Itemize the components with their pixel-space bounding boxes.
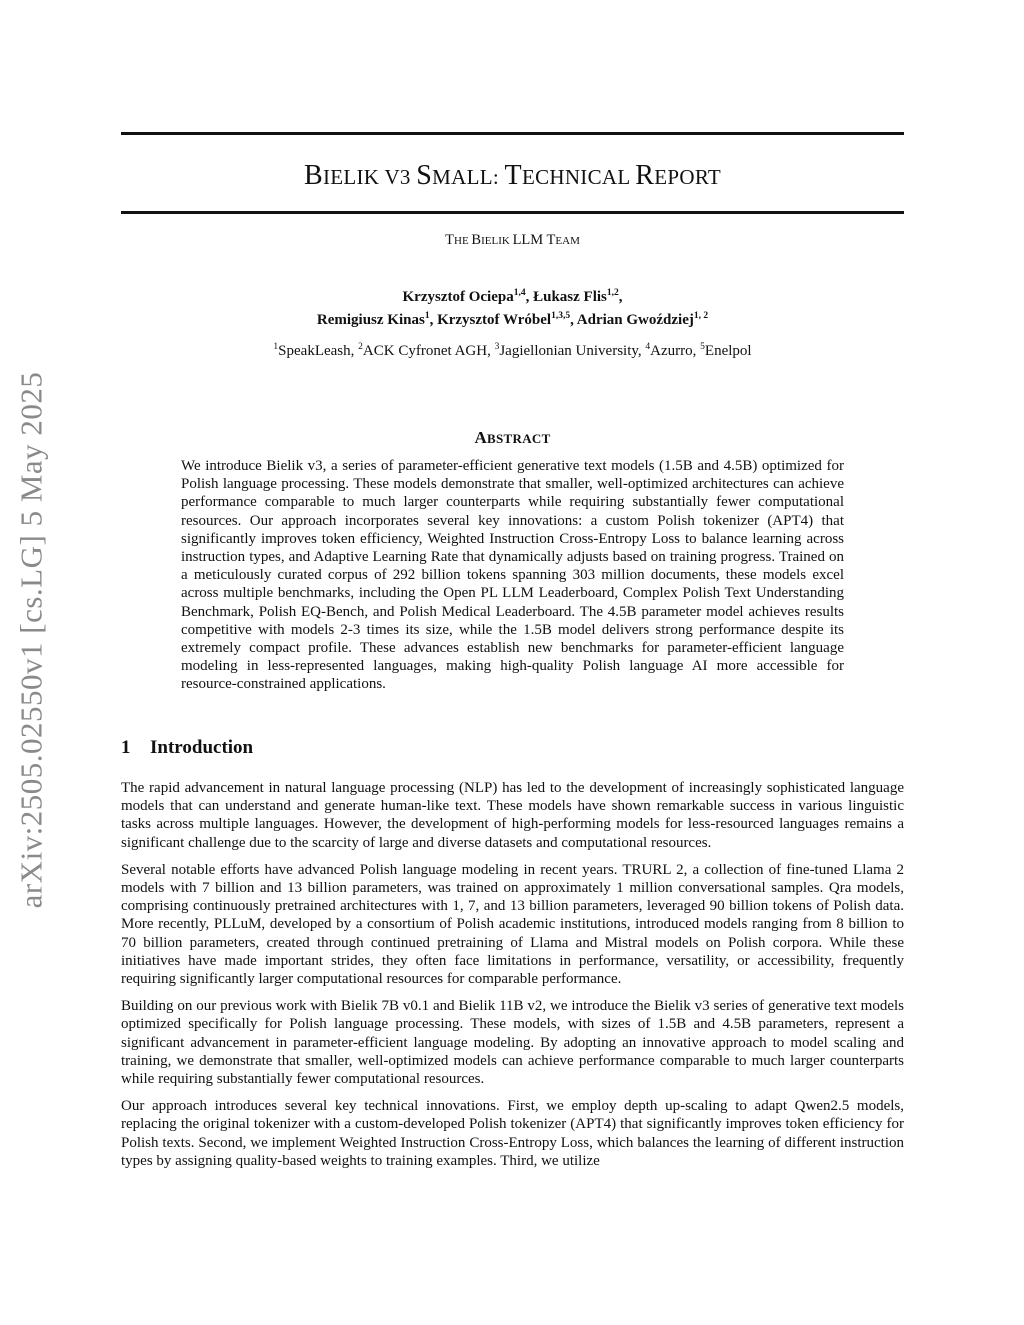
author-name: Adrian Gwoździej — [576, 311, 694, 328]
arxiv-stamp-text: arXiv:2505.02550v1 [cs.LG] 5 May 2025 — [13, 371, 48, 909]
body-paragraph: Several notable efforts have advanced Polish language modeling in recent years. TRURL 2, a collection of fine-tuned Llama 2 models with 7 billion and 13 billion parameters, was trained on approximately 1 million conversational samples. Qra models, comprising continuously pretrained architectures with 1, 7, and 13 billion parameters, leveraged 90 billion tokens of Polish data. More recently, PLLuM, developed by a consortium of Polish academic institutions, introduced models ranging from 8 billion to 70 billion parameters, created through continued pretraining of Llama and Mistral models on Polish corpora. While these initiatives have made important strides, they often face limitations in performance, versatility, or accessibility, frequently requiring significantly larger computational resources for comparable performance. — [121, 861, 904, 988]
author-list — [121, 284, 904, 329]
author-name: Krzysztof Wróbel — [437, 311, 552, 328]
affiliation-name: SpeakLeash — [278, 343, 351, 359]
affiliations: $^1$SpeakLeash, $^2$ACK Cyfronet AGH, $^3$Jagiellonian University, $^4$Azurro, $^5$Enelpol — [273, 342, 752, 359]
title-rule-bottom — [121, 211, 904, 214]
body-paragraph: Building on our previous work with Bielik 7B v0.1 and Bielik 11B v2, we introduce the Bielik v3 series of generative text models optimized specifically for Polish language processing. These models, with sizes of 1.5B and 4.5B parameters, represent a significant advancement in parameter-efficient language modeling. By adopting an innovative approach to model scaling and training, we demonstrate that smaller, well-optimized models can achieve performance comparable to much larger counterparts while requiring substantially fewer computational resources. — [121, 998, 904, 1088]
arxiv-side-stamp — [6, 350, 56, 930]
author-name: Łukasz Flis — [533, 289, 607, 305]
author-name: Krzysztof Ociepa — [402, 289, 514, 305]
affiliation-name: Enelpol — [704, 343, 752, 359]
title-rule-top — [121, 132, 904, 135]
section-heading-introduction — [121, 737, 253, 759]
author-line-1: Krzysztof Ociepa$^{1,4}$, Łukasz Flis$^{1,2}$, — [402, 288, 623, 305]
body-paragraph: The rapid advancement in natural language processing (NLP) has led to the development of increasingly sophisticated language models that can understand and generate human-like text. These models have shown remarkable success in various linguistic tasks across multiple languages. However, the development of high-performing models for less-resourced languages remains a significant challenge due to the scarcity of large and diverse datasets and computational resources. — [121, 780, 904, 851]
abstract-text: We introduce Bielik v3, a series of parameter-efficient generative text models (1.5B and 4.5B) optimized for Polish language processing. These models demonstrate that smaller, well-optimized architectures can achieve performance comparable to much larger counterparts while requiring substantially fewer computational resources. Our approach incorporates several key innovations: a custom Polish tokenizer (APT4) that significantly improves token efficiency, Weighted Instruction Cross-Entropy Loss to balance learning across instruction types, and Adaptive Learning Rate that dynamically adjusts based on training progress. Trained on a meticulously curated corpus of 292 billion tokens spanning 303 million documents, these models excel across multiple benchmarks, including the Open PL LLM Leaderboard, Complex Polish Text Understanding Benchmark, Polish EQ-Bench, and Polish Medical Leaderboard. The 4.5B parameter model achieves results competitive with models 2-3 times its size, while the 1.5B model delivers strong performance despite its extremely compact profile. These advances establish new benchmarks for parameter-efficient language modeling in less-represented languages, making high-quality Polish language AI more accessible for resource-constrained applications. — [181, 458, 844, 693]
section-title: Introduction — [150, 737, 254, 758]
affiliation-name: Azurro — [650, 343, 693, 359]
section-number: 1 — [121, 737, 131, 758]
paper-title: BIELIK V3 SMALL: TECHNICAL REPORT — [303, 160, 722, 191]
author-line-2: Remigiusz Kinas$^1$, Krzysztof Wróbel$^{1,3,5}$, Adrian Gwoździej$^{1, 2}$ — [316, 310, 709, 328]
author-name: Remigiusz Kinas — [316, 311, 425, 328]
team-name: THE BIELIK LLM TEAM — [445, 232, 580, 248]
introduction-body — [121, 779, 904, 1179]
body-paragraph: Our approach introduces several key technical innovations. First, we employ depth up-scaling to adapt Qwen2.5 models, replacing the original tokenizer with a custom-developed Polish tokenizer (APT4) that significantly improves token efficiency for Polish texts. Second, we implement Weighted Instruction Cross-Entropy Loss, which balances the learning of different instruction types by assigning quality-based weights to training examples. Third, we utilize — [121, 1098, 904, 1169]
affiliation-name: Jagiellonian University — [499, 343, 638, 359]
abstract-heading: ABSTRACT — [474, 428, 551, 447]
affiliation-name: ACK Cyfronet AGH — [362, 343, 488, 359]
